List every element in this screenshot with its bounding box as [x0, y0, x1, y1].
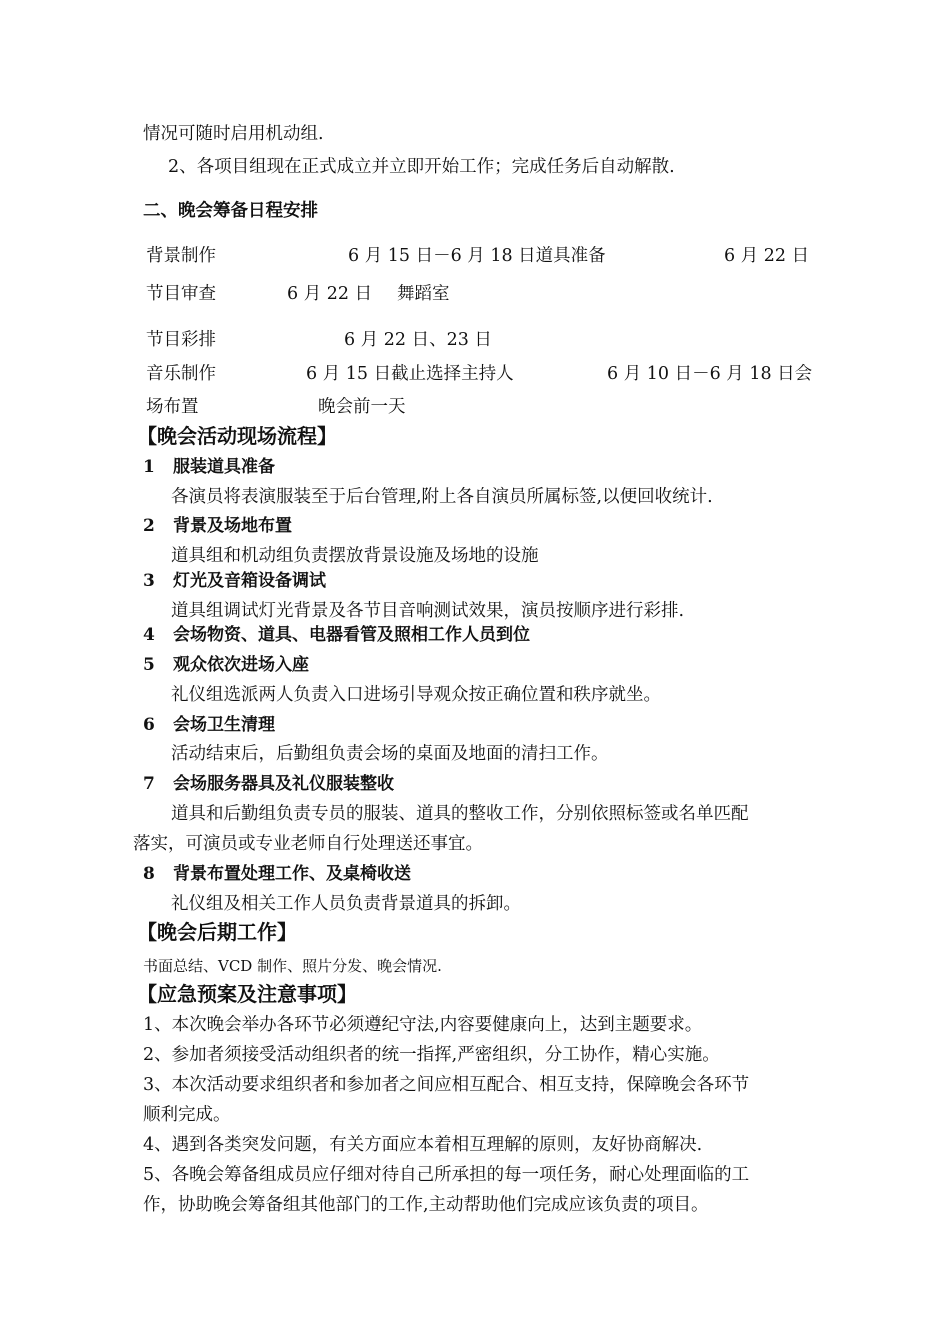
- emergency-title: 【应急预案及注意事项】: [137, 982, 357, 1006]
- step-title: 灯光及音箱设备调试: [173, 571, 326, 591]
- schedule-row1-item: 背景制作: [146, 246, 216, 266]
- step-title: 背景布置处理工作、及桌椅收送: [173, 864, 411, 884]
- flow-step-6-desc: 活动结束后，后勤组负责会场的桌面及地面的清扫工作。: [171, 744, 609, 764]
- flow-step-7-desc-cont: 落实，可演员或专业老师自行处理送还事宜。: [133, 834, 483, 854]
- emergency-line-5-cont: 作，协助晚会筹备组其他部门的工作,主动帮助他们完成应该负责的项目。: [143, 1195, 709, 1215]
- post-title: 【晚会后期工作】: [137, 920, 297, 944]
- emergency-line-4: 4、遇到各类突发问题，有关方面应本着相互理解的原则，友好协商解决.: [143, 1135, 703, 1155]
- step-number: 3: [143, 571, 155, 591]
- step-title: 观众依次进场入座: [173, 655, 309, 675]
- emergency-line-3-cont: 顺利完成。: [143, 1105, 231, 1125]
- intro-line-1: 情况可随时启用机动组.: [143, 124, 324, 144]
- schedule-row1-date: 6 月 15 日－6 月 18 日道具准备: [348, 246, 606, 266]
- schedule-row2-date: 6 月 22 日: [287, 284, 373, 304]
- schedule-heading: 二、晚会筹备日程安排: [143, 201, 318, 221]
- flow-step-7-desc: 道具和后勤组负责专员的服装、道具的整收工作，分别依照标签或名单匹配: [171, 804, 749, 824]
- step-number: 6: [143, 715, 155, 735]
- flow-step-6: [143, 713, 275, 737]
- step-title: 会场卫生清理: [173, 715, 275, 735]
- step-title: 会场物资、道具、电器看管及照相工作人员到位: [173, 625, 530, 645]
- flow-step-8-desc: 礼仪组及相关工作人员负责背景道具的拆卸。: [171, 894, 521, 914]
- step-title: 服装道具准备: [173, 457, 275, 477]
- schedule-row2-item: 节目审查: [146, 284, 216, 304]
- flow-step-1-desc: 各演员将表演服装至于后台管理,附上各自演员所属标签,以便回收统计.: [171, 487, 713, 507]
- flow-step-8: [143, 862, 411, 886]
- intro-line-2: 2、各项目组现在正式成立并立即开始工作；完成任务后自动解散.: [168, 157, 675, 177]
- emergency-line-2: 2、参加者须接受活动组织者的统一指挥,严密组织，分工协作，精心实施。: [143, 1045, 720, 1065]
- flow-step-5: [143, 653, 309, 677]
- step-number: 1: [143, 457, 155, 477]
- schedule-row2-place: 舞蹈室: [397, 284, 450, 304]
- schedule-row1-date2: 6 月 22 日: [724, 246, 810, 266]
- flow-step-3-desc: 道具组调试灯光背景及各节目音响测试效果，演员按顺序进行彩排.: [171, 601, 685, 621]
- step-number: 8: [143, 864, 155, 884]
- flow-step-7: [143, 772, 394, 796]
- flow-step-4: [143, 623, 530, 647]
- emergency-line-1: 1、本次晚会举办各环节必须遵纪守法,内容要健康向上，达到主题要求。: [143, 1015, 703, 1035]
- schedule-row4-date2: 6 月 10 日－6 月 18 日会: [607, 364, 813, 384]
- post-text: 书面总结、VCD 制作、照片分发、晚会情况.: [143, 957, 442, 975]
- schedule-row5-date: 晚会前一天: [318, 397, 406, 417]
- emergency-line-3: 3、本次活动要求组织者和参加者之间应相互配合、相互支持，保障晚会各环节: [143, 1075, 750, 1095]
- schedule-row4-date: 6 月 15 日截止选择主持人: [306, 364, 514, 384]
- step-number: 5: [143, 655, 155, 675]
- flow-step-1: [143, 455, 275, 479]
- schedule-row4-item: 音乐制作: [146, 364, 216, 384]
- flow-step-2-desc: 道具组和机动组负责摆放背景设施及场地的设施: [171, 546, 539, 566]
- flow-step-5-desc: 礼仪组选派两人负责入口进场引导观众按正确位置和秩序就坐。: [171, 685, 661, 705]
- flow-step-3: [143, 569, 326, 593]
- flow-title: 【晚会活动现场流程】: [137, 424, 337, 448]
- schedule-row5-item: 场布置: [146, 397, 199, 417]
- step-title: 会场服务器具及礼仪服装整收: [173, 774, 394, 794]
- step-title: 背景及场地布置: [173, 516, 292, 536]
- step-number: 7: [143, 774, 155, 794]
- schedule-row3-item: 节目彩排: [146, 330, 216, 350]
- step-number: 2: [143, 516, 155, 536]
- flow-step-2: [143, 514, 292, 538]
- emergency-line-5: 5、各晚会筹备组成员应仔细对待自己所承担的每一项任务，耐心处理面临的工: [143, 1165, 750, 1185]
- schedule-row3-date: 6 月 22 日、23 日: [344, 330, 492, 350]
- step-number: 4: [143, 625, 155, 645]
